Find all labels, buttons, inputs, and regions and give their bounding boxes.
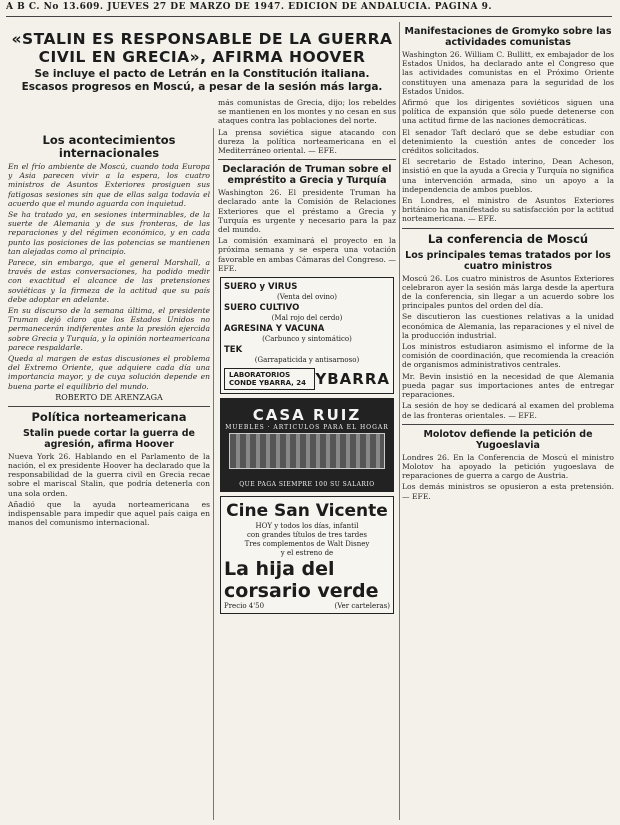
film-title-2: corsario verde (224, 580, 379, 603)
paragraph: Los ministros estudiaron asimismo el informe de la comisión de coordinación, que recomienda la creación de organismos administrativos centrales. (402, 342, 614, 370)
cinema-line: HOY y todos los días, infantil (255, 522, 359, 531)
paragraph: más comunistas de Grecia, dijo; los rebeldes se mantienen en los montes y no cesan en sus ataques contra las poblaciones del norte. (218, 98, 396, 126)
ad-suero-ybarra (220, 277, 394, 394)
column-middle (218, 98, 396, 822)
paragraph: En el frío ambiente de Moscú, cuando toda Europa y Asia parecen vivir a la espera, los cuatro ministros de Asuntos Exteriores prosiguen sus fatigosas sesiones sin que de ellas salga todavía el acuerdo que el mundo aguarda con inquietud. (8, 162, 210, 208)
ad-subline: (Venta del ovino) (277, 293, 337, 302)
paragraph: Washington 26. William C. Bullitt, ex embajador de los Estados Unidos, ha declarado ante el Congreso que las actividades comunistas en el Próximo Oriente constituyen una amenaza para la seguridad de los Estados Unidos. (402, 50, 614, 96)
cinema-note: (Ver carteleras) (334, 602, 390, 611)
paragraph: El secretario de Estado interino, Dean Acheson, insistió en que la ayuda a Grecia y Turquía no significa una intervención armada, sino un apoyo a la independencia de ambos pueblos. (402, 157, 614, 194)
ad-line: TEK (224, 345, 243, 356)
cinema-footer (224, 602, 390, 610)
international-body (8, 162, 210, 391)
ad-subline: (Garrapaticida y antisarnoso) (254, 356, 360, 365)
moscow-subtitle: Los principales temas tratados por los cuatro ministros (405, 249, 611, 272)
cinema-line: con grandes títulos de tres tardes (247, 531, 367, 540)
gromyko-title: Manifestaciones de Gromyko sobre las actividades comunistas (404, 26, 612, 48)
cinema-line: y el estreno de (280, 549, 334, 558)
cinema-line: Tres complementos de Walt Disney (244, 540, 370, 549)
author-signature: ROBERTO DE ARENZAGA (55, 392, 163, 402)
cinema-title: Cine San Vicente (226, 501, 388, 522)
main-subhead: Se incluye el pacto de Letrán en la Constitución italiana. Escasos progresos en Moscú, a pesar de la sesión más larga. (21, 68, 383, 93)
divider (8, 406, 210, 407)
paragraph: Nueva York 26. Hablando en el Parlamento de la nación, el ex presidente Hoover ha declarado que la responsabilidad de la guerra civil en Grecia recae sobre el mariscal Stalin, que podría detenerla con una sola orden. (8, 451, 210, 498)
truman-title: Declaración de Truman sobre el empréstito a Grecia y Turquía (222, 164, 392, 187)
paragraph: En su discurso de la semana última, el presidente Truman dejó claro que los Estados Unidos no permanecerán indiferentes ante la presión ejercida sobre Grecia y Turquía, y la opinión norteamericana parece respaldarle. (8, 306, 210, 352)
cinema-price: Precio 4'50 (224, 602, 265, 611)
ad-line: AGRESINA Y VACUNA (224, 324, 325, 335)
ad-casa-ruiz (220, 398, 394, 492)
paragraph: Londres 26. En la Conferencia de Moscú el ministro Molotov ha apoyado la petición yugoeslava de reparaciones de guerra a cargo de Austria. (402, 452, 614, 481)
page-header: A B C. No 13.609. JUEVES 27 DE MARZO DE 1947. EDICION DE ANDALUCIA. PAGINA 9. (6, 2, 612, 17)
paragraph: Añadió que la ayuda norteamericana es indispensable para impedir que aquel país caiga en manos del comunismo internacional. (8, 499, 210, 528)
casa-sub: MUEBLES · ARTICULOS PARA EL HOGAR (225, 424, 389, 432)
film-title-1: La hija del (224, 558, 335, 581)
paragraph: Los demás ministros se opusieron a esta pretensión. — EFE. (402, 482, 614, 501)
lab-label: LABORATORIOS CONDE YBARRA, 24 (224, 368, 315, 390)
paragraph: El senador Taft declaró que se debe estudiar con detenimiento la cuestión antes de conceder los créditos solicitados. (402, 127, 614, 156)
lab-row (224, 368, 390, 390)
paragraph: Se ha tratado ya, en sesiones interminables, de la suerte de Alemania y de sus fronteras, de las reparaciones y del régimen económico, y en cada punto las posiciones de las potencias se mantienen tan alejadas como al principio. (8, 210, 210, 256)
ad-subline: (Carbunco y sintomático) (262, 335, 352, 344)
paragraph: Parece, sin embargo, que el general Marshall, a través de estas conversaciones, ha podido medir con exactitud el alcance de las pretensiones soviéticas y la firmeza de la actitud que su país debe adoptar en adelante. (8, 258, 210, 304)
divider (218, 159, 396, 160)
international-title: Los acontecimientos internacionales (42, 133, 176, 160)
ad-line: SUERO y VIRUS (224, 282, 298, 293)
paragraph: Se discutieron las cuestiones relativas a la unidad económica de Alemania, las reparaciones y el nivel de la producción industrial. (402, 312, 614, 340)
divider (402, 228, 614, 229)
paragraph: La prensa soviética sigue atacando con dureza la política norteamericana en el Mediterráneo oriental. — EFE. (218, 127, 396, 156)
politics-title: Política norteamericana (31, 409, 187, 424)
main-headline: «STALIN ES RESPONSABLE DE LA GUERRA CIVIL EN GRECIA», AFIRMA HOOVER (11, 30, 393, 66)
paragraph: En Londres, el ministro de Asuntos Exteriores británico ha manifestado su satisfacción por la actitud norteamericana. — EFE. (402, 196, 614, 224)
paragraph: Mr. Bevin insistió en la necesidad de que Alemania pueda pagar sus importaciones antes de entregar reparaciones. (402, 371, 614, 400)
paragraph: Moscú 26. Los cuatro ministros de Asuntos Exteriores celebraron ayer la sesión más larga desde la apertura de la conferencia, sin llegar a un acuerdo sobre los principales puntos del orden del día. (402, 273, 614, 311)
politics-subtitle: Stalin puede cortar la guerra de agresión, afirma Hoover (22, 427, 196, 450)
ad-line: SUERO CULTIVO (224, 303, 300, 314)
casa-name: CASA RUIZ (252, 406, 362, 425)
divider (402, 424, 614, 425)
paragraph: La comisión examinará el proyecto en la próxima semana y se espera una votación favorable en ambas Cámaras del Congreso. — EFE. (218, 236, 396, 273)
ad-subline: (Mal rojo del cerdo) (271, 314, 343, 323)
ybarra-brand: YBARRA (315, 370, 390, 389)
paragraph: Washington 26. El presidente Truman ha declarado ante la Comisión de Relaciones Exteriores que el préstamo a Grecia y Turquía es urgente y necesario para la paz del mundo. (218, 188, 396, 235)
ad-cine-san-vicente (220, 496, 394, 614)
column-right (402, 22, 614, 822)
paragraph: Afirmó que los dirigentes soviéticos siguen una política de expansión que sólo puede detenerse con una actitud firme de las naciones democráticas. (402, 98, 614, 126)
paragraph: Queda al margen de estas discusiones el problema del Extremo Oriente, que adquiere cada día una importancia mayor, y de cuya solución depende en buena parte el equilibrio del mundo. (8, 354, 210, 391)
storefront-illustration (229, 433, 385, 469)
column-rule-1 (213, 128, 214, 820)
moscow-title: La conferencia de Moscú (427, 231, 589, 246)
casa-slogan: QUE PAGA SIEMPRE 100 SU SALARIO (239, 481, 375, 489)
column-rule-2 (399, 22, 400, 820)
paragraph: La sesión de hoy se dedicará al examen del problema de las fronteras orientales. — EFE. (402, 401, 614, 420)
column-international (8, 130, 210, 822)
molotov-title: Molotov defiende la petición de Yugoeslavia (423, 428, 593, 451)
